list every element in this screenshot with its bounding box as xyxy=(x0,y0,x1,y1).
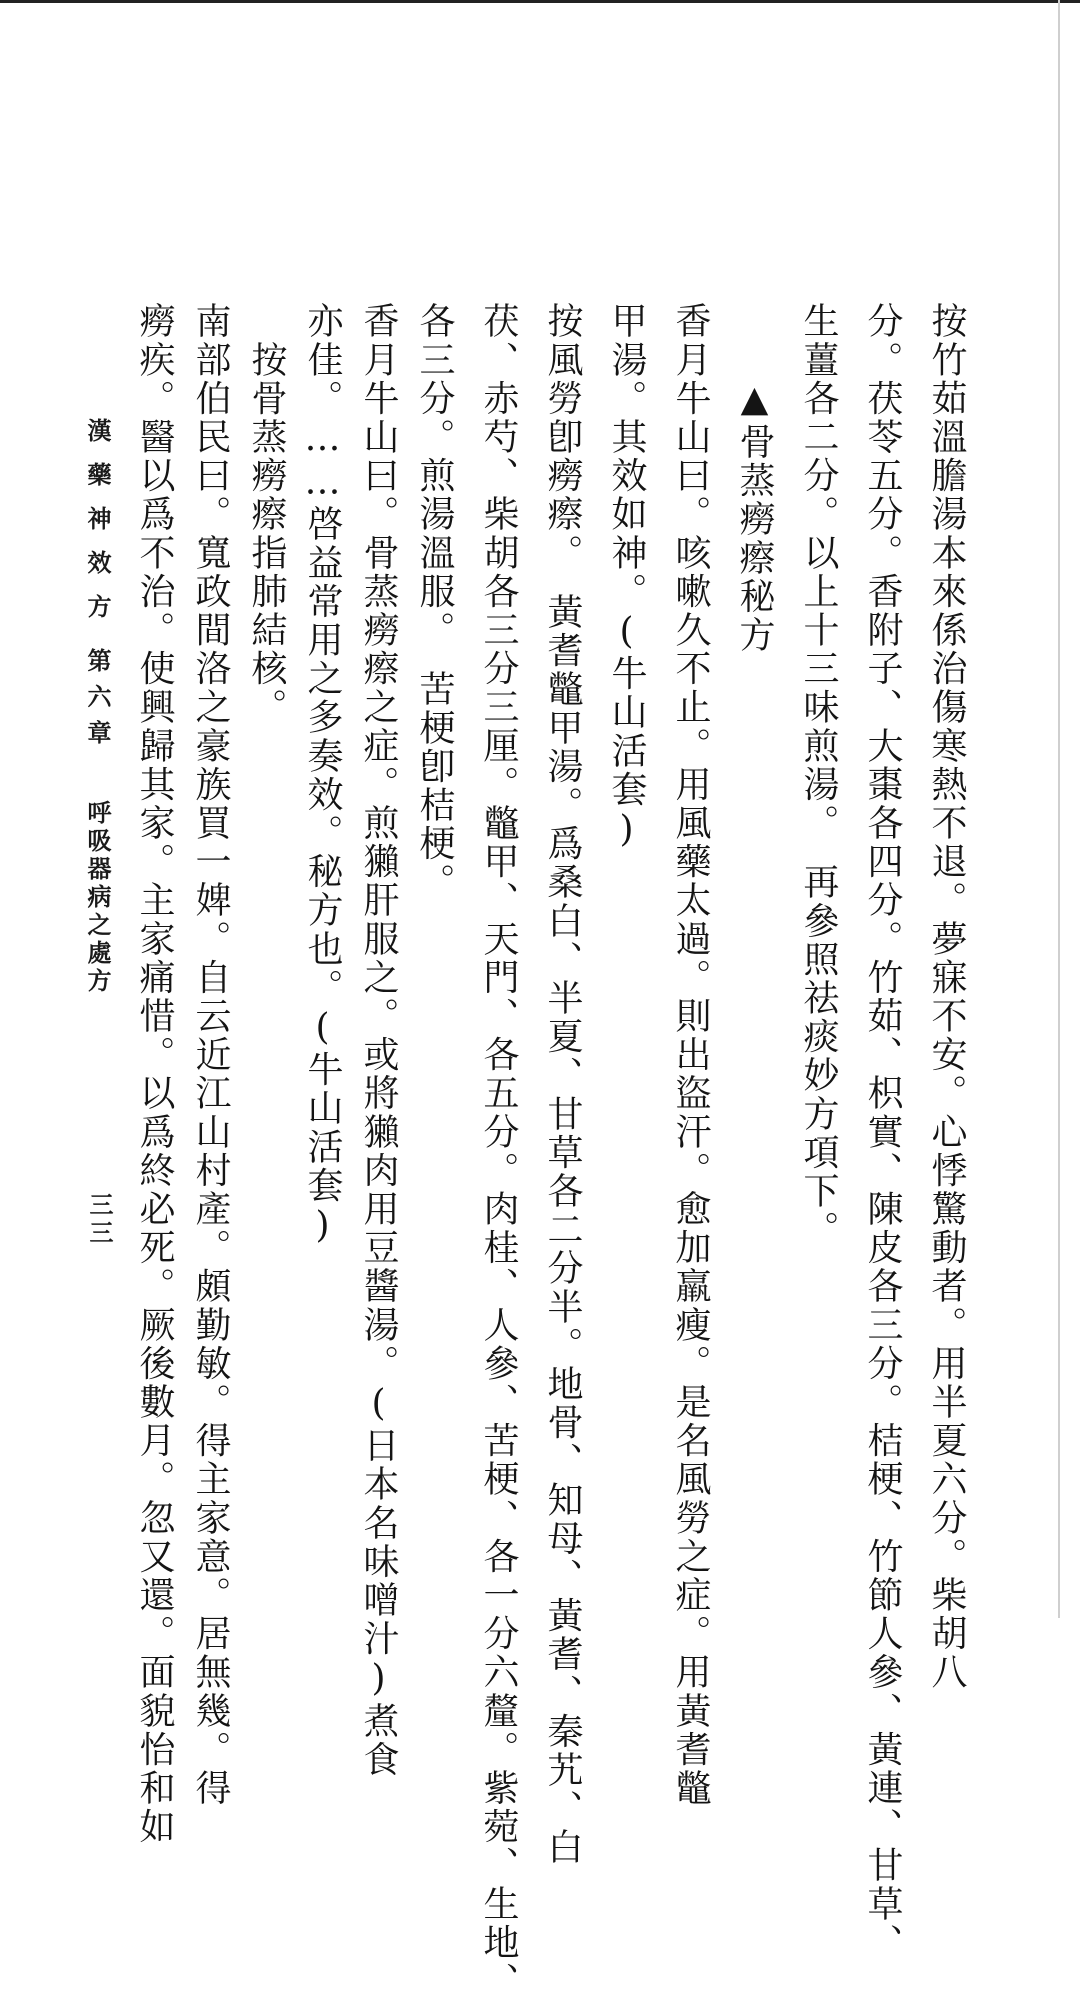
text-column-10: 香月牛山曰。骨蒸癆瘵之症。煎獺肝服之。或將獺肉用豆醬湯。(日本名味噌汁)煮食 xyxy=(358,302,399,1779)
text-column-7: 按風勞卽癆瘵。 黃耆鼈甲湯。爲桑白、半夏、甘草各二分半。地骨、知母、黃耆、秦艽、白 xyxy=(542,302,583,1867)
text-column-13: 南部伯民曰。寬政間洛之豪族買一婢。自云近江山村產。頗勤敏。得主家意。居無幾。得 xyxy=(190,302,231,1808)
text-column-6: 甲湯。其效如神。(牛山活套) xyxy=(606,302,647,853)
text-column-12: 按骨蒸癆瘵指肺結核。 xyxy=(246,302,287,727)
text-column-3: 生薑各二分。以上十三味煎湯。 再參照祛痰妙方項下。 xyxy=(798,302,839,1249)
text-column-14: 癆疾。醫以爲不治。使興歸其家。主家痛惜。以爲終必死。厥後數月。忽又還。面貌怡和如 xyxy=(134,302,175,1846)
running-header-section: 呼吸器病之處方 xyxy=(83,800,112,996)
text-column-1: 按竹茹溫膽湯本來係治傷寒熱不退。夢寐不安。心悸驚動者。用半夏六分。柴胡八 xyxy=(926,302,967,1692)
text-column-2: 分。茯苓五分。香附子、大棗各四分。竹茹、枳實、陳皮各三分。桔梗、竹節人參、黃連、甘草、 xyxy=(862,302,903,1962)
right-page-edge xyxy=(1058,0,1060,1618)
text-column-9: 各三分。煎湯溫服。 苦梗卽桔梗。 xyxy=(414,302,455,902)
top-border-rule xyxy=(0,0,1080,3)
text-column-8: 茯、赤芍、柴胡各三分三厘。鼈甲、天門、各五分。肉桂、人參、苦梗、各一分六釐。紫菀、生地、 xyxy=(478,302,519,2000)
running-header-chapter: 第六章 xyxy=(83,648,112,756)
section-heading: ▲骨蒸癆瘵秘方 xyxy=(734,302,775,655)
text-column-11: 亦佳。……啓益常用之多奏效。秘方也。(牛山活套) xyxy=(302,302,343,1249)
page-number: 三三 xyxy=(85,1192,114,1248)
running-header-book-title: 漢藥神效方 xyxy=(83,418,112,638)
text-column-5: 香月牛山曰。咳嗽久不止。用風藥太過。則出盜汗。愈加羸瘦。是名風勞之症。用黃耆鼈 xyxy=(670,302,711,1808)
